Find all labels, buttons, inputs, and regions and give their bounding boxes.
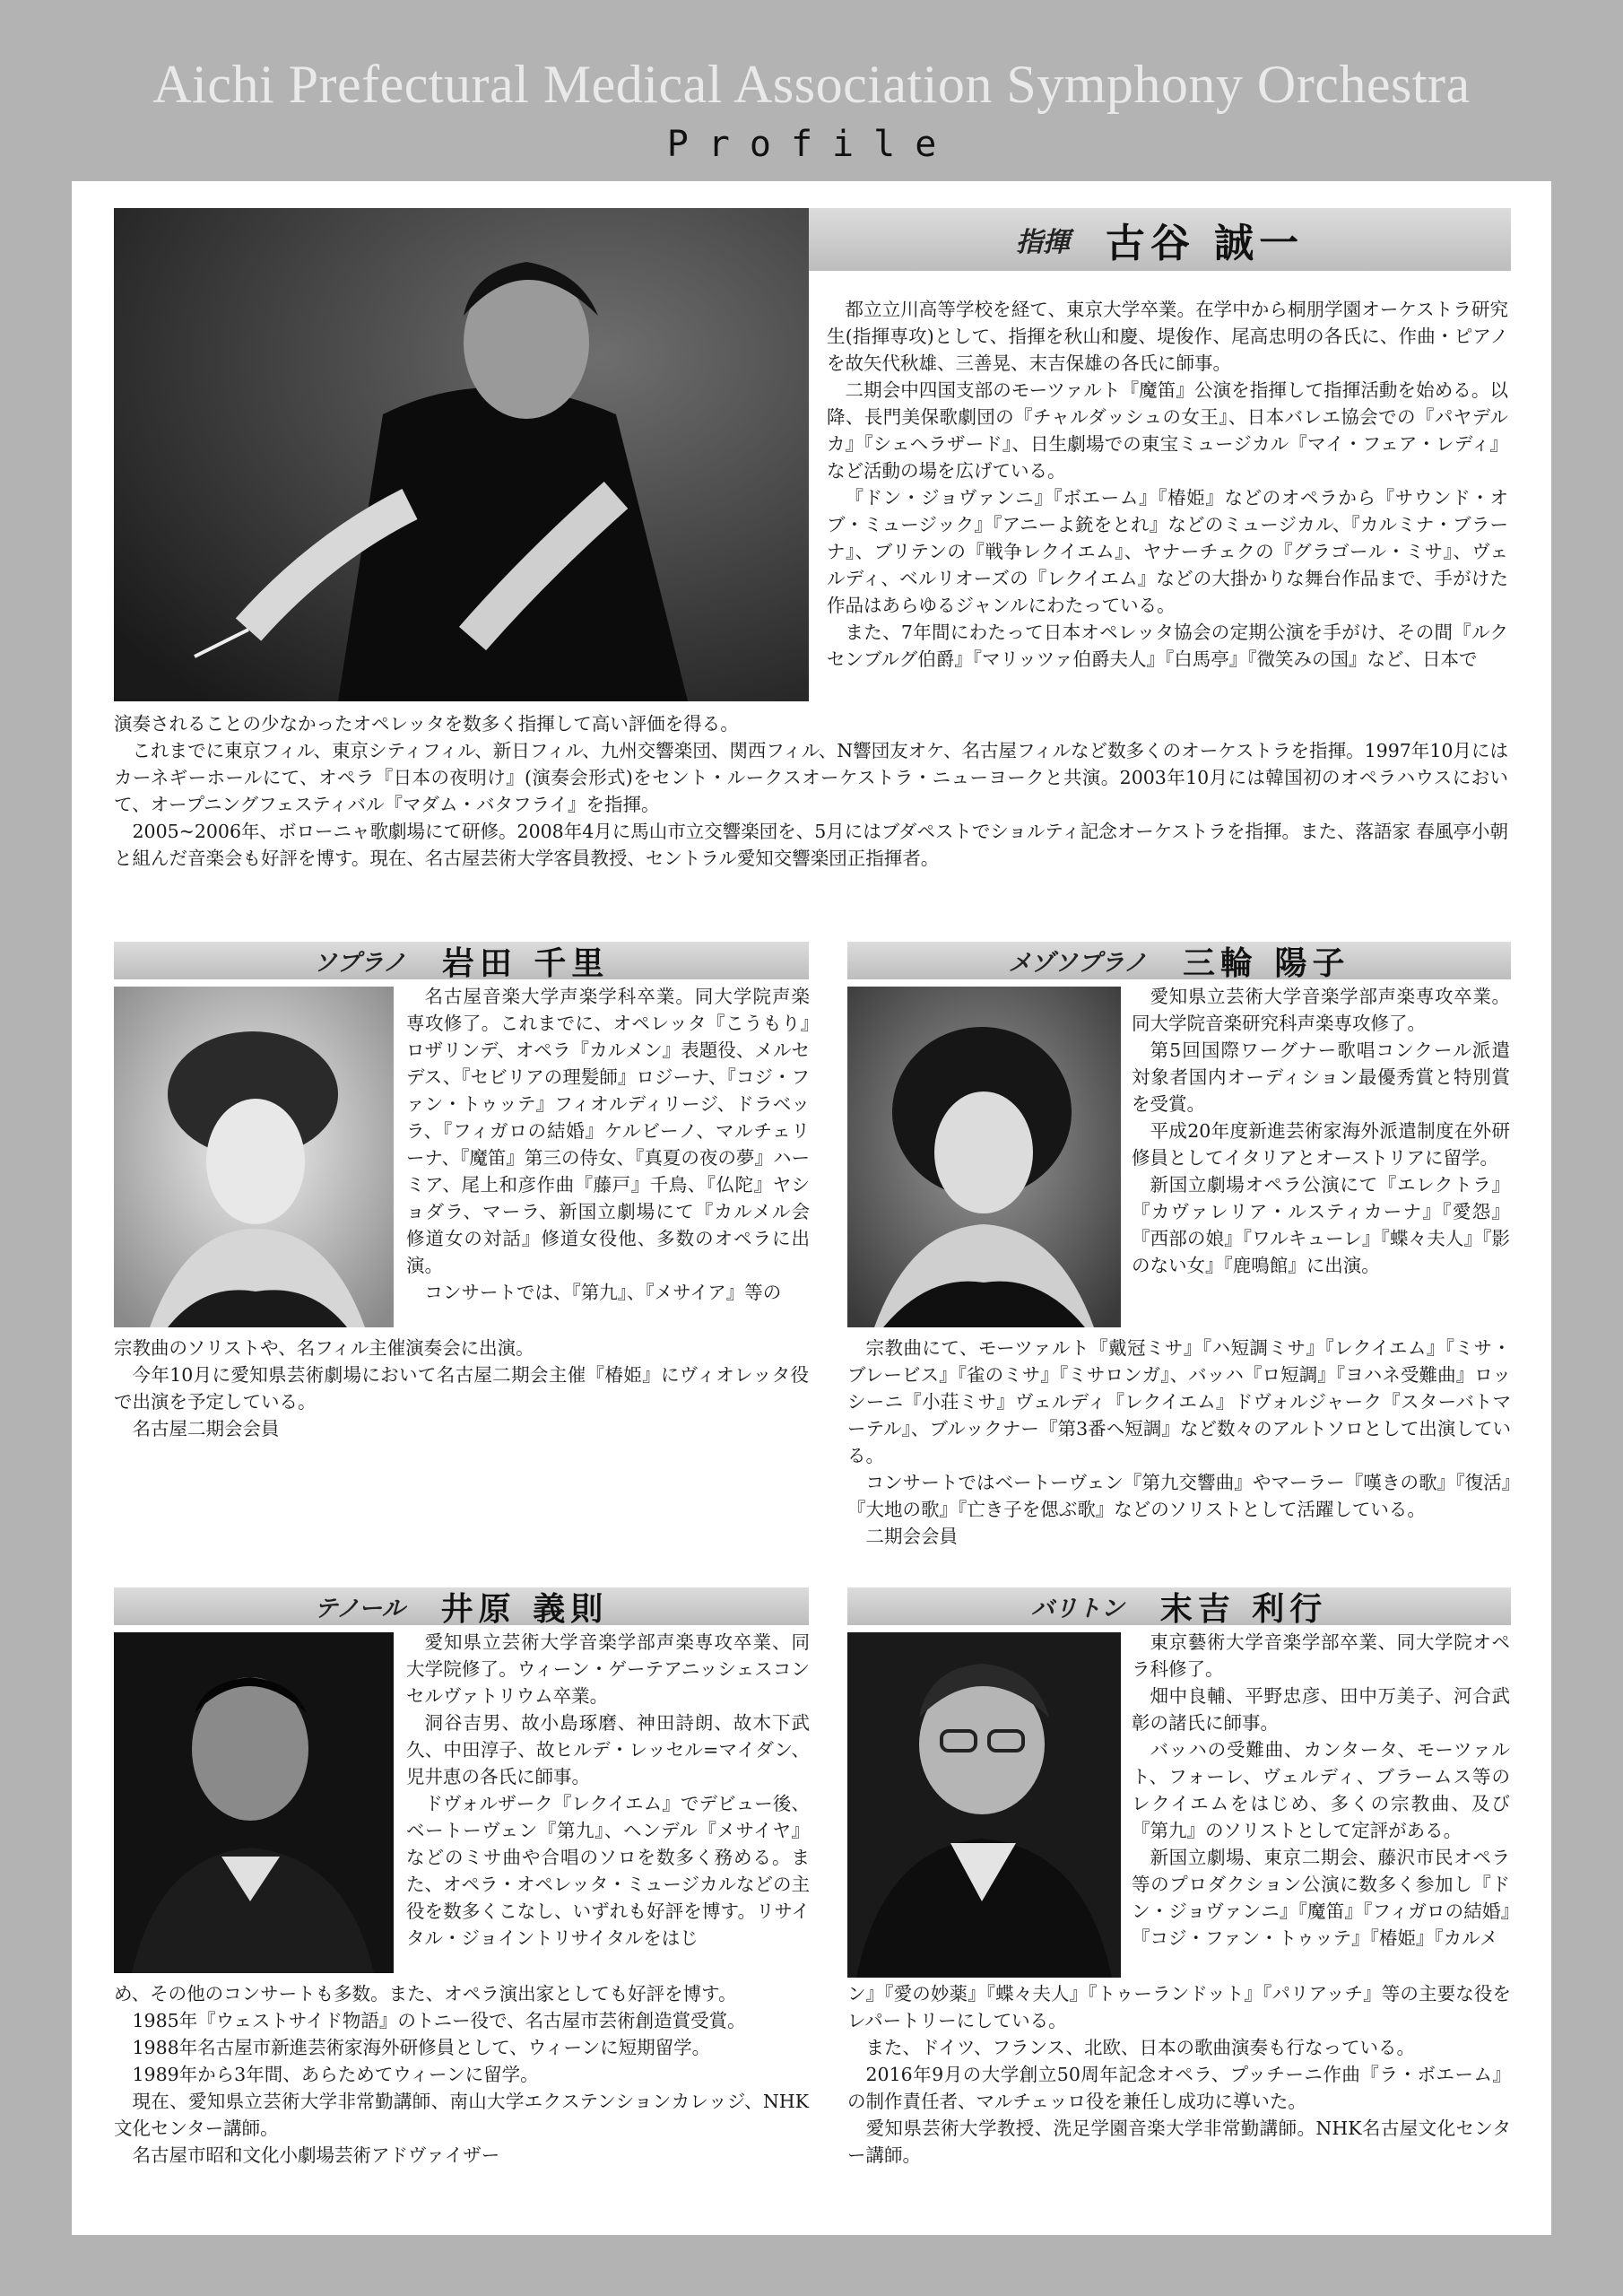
soprano-para: 宗教曲のソリストや、名フィル主催演奏会に出演。: [114, 1337, 534, 1359]
profile-heading: Profile: [666, 124, 957, 165]
profile-panel: [72, 181, 1551, 2235]
mezzo-para: コンサートではベートーヴェン『第九交響曲』やマーラー『嘆きの歌』『復活』『大地の歌』『亡き子を偲ぶ歌』などのソリストとして活躍している。: [847, 1472, 1511, 1520]
soprano-para: 今年10月に愛知県芸術劇場において名古屋二期会主催『椿姫』にヴィオレッタ役で出演を予定している。: [114, 1364, 809, 1413]
soprano-role: ソプラノ: [313, 949, 406, 977]
tenor-para: め、その他のコンサートも多数。また、オペラ演出家としても好評を博す。: [114, 1983, 737, 2005]
soprano-name: 岩田 千里: [441, 944, 610, 982]
mezzo-bio-side: [1132, 983, 1510, 1333]
conductor-photo: [114, 208, 809, 701]
baritone-para: 新国立劇場、東京二期会、藤沢市民オペラ等のプロダクション公演に数多く参加し『ドン・ジョヴァンニ』『魔笛』『フィガロの結婚』『コジ・ファン・トゥッテ』『椿姫』『カルメ: [1132, 1847, 1510, 1949]
tenor-role: テノール: [314, 1595, 405, 1622]
tenor-para: 名古屋市昭和文化小劇場芸術アドヴァイザー: [132, 2144, 500, 2166]
baritone-name: 末吉 利行: [1159, 1589, 1328, 1628]
conductor-para: また、7年間にわたって日本オペレッタ協会の定期公演を手がけ、その間『ルクセンブルグ伯爵』『マリッツァ伯爵夫人』『白馬亭』『微笑みの国』など、日本で: [827, 622, 1508, 670]
conductor-para: 都立立川高等学校を経て、東京大学卒業。在学中から桐朋学園オーケストラ研究生(指揮専攻)として、指揮を秋山和慶、堤俊作、尾高忠明の各氏に、作曲・ピアノを故矢代秋雄、三善晃、末吉保雄の各氏に師事。: [827, 299, 1508, 374]
soprano-bio-side: [406, 983, 810, 1333]
conductor-para: 演奏されることの少なかったオペレッタを数多く指揮して高い評価を得る。: [114, 713, 739, 735]
mezzo-role: メゾソプラノ: [1008, 949, 1147, 977]
soprano-para: 名古屋二期会会員: [132, 1418, 280, 1439]
tenor-para: 1985年『ウェストサイド物語』のトニー役で、名古屋市芸術創造賞受賞。: [132, 2010, 746, 2031]
conductor-name-band: [809, 208, 1511, 271]
mezzo-photo: [847, 987, 1121, 1327]
tenor-name-band: [114, 1587, 809, 1628]
conductor-para: 2005~2006年、ボローニャ歌劇場にて研修。2008年4月に馬山市立交響楽団を、5月にはブダペストでショルティ記念オーケストラを指揮。また、落語家 春風亭小朝と組んだ音楽会も好評を博す。現在、名古屋芸術大学客員教授、セントラル愛知交響楽団正指揮者。: [114, 821, 1508, 869]
conductor-para: 『ドン・ジョヴァンニ』『ボエーム』『椿姫』などのオペラから『サウンド・オブ・ミュージック』『アニーよ銃をとれ』などのミュージカル、『カルミナ・ブラーナ』、ブリテンの『戦争レクイエム』、ヤナーチェクの『グラゴール・ミサ』、ヴェルディ、ベルリオーズの『レクイエム』などの大掛かりな舞台作品まで、手がけた作品はあらゆるジャンルにわたっている。: [827, 487, 1508, 616]
tenor-para: 愛知県立芸術大学音楽学部声楽専攻卒業、同大学院修了。ウィーン・ゲーテアニッシェスコンセルヴァトリウム卒業。: [406, 1631, 810, 1707]
mezzo-name-band: [847, 942, 1511, 982]
mezzo-bio-full: [847, 1335, 1511, 1550]
conductor-bio-full: [114, 710, 1508, 872]
mezzo-para: 二期会会員: [865, 1526, 958, 1547]
conductor-name: 古谷 誠一: [1105, 221, 1305, 266]
baritone-para: 東京藝術大学音楽学部卒業、同大学院オペラ科修了。: [1132, 1631, 1510, 1680]
mezzo-para: 平成20年度新進芸術家海外派遣制度在外研修員としてイタリアとオーストリアに留学。: [1132, 1120, 1510, 1169]
tenor-bio-side: [406, 1629, 810, 1979]
tenor-para: 1988年名古屋市新進芸術家海外研修員として、ウィーンに短期留学。: [132, 2037, 711, 2058]
mezzo-para: 宗教曲にて、モーツァルト『戴冠ミサ』『ハ短調ミサ』『レクイエム』『ミサ・ブレービス』『雀のミサ』『ミサロンガ』、バッハ『ロ短調』『ヨハネ受難曲』ロッシーニ『小荘ミサ』ヴェルディ『レクイエム』ドヴォルジャーク『スターバトマーテル』、ブルックナー『第3番ヘ短調』など数々のアルトソロとして出演している。: [847, 1337, 1511, 1466]
baritone-para: ン』『愛の妙薬』『蝶々夫人』『トゥーランドット』『パリアッチ』等の主要な役をレパートリーにしている。: [847, 1983, 1511, 2031]
tenor-photo: [114, 1632, 394, 1973]
orchestra-title: Aichi Prefectural Medical Association Symphony Orchestra: [152, 55, 1471, 114]
soprano-para: コンサートでは、『第九』、『メサイア』等の: [424, 1282, 782, 1303]
tenor-para: 洞谷吉男、故小島琢磨、神田詩朗、故木下武久、中田淳子、故ヒルデ・レッセル=マイダン、児井恵の各氏に師事。: [406, 1712, 810, 1787]
conductor-para: これまでに東京フィル、東京シティフィル、新日フィル、九州交響楽団、関西フィル、N響団友オケ、名古屋フィルなど数多くのオーケストラを指揮。1997年10月にはカーネギーホールにて、オペラ『日本の夜明け』(演奏会形式)をセント・ルークスオーケストラ・ニューヨークと共演。2003年10月には韓国初のオペラハウスにおいて、オープニングフェスティバル『マダム・バタフライ』を指揮。: [114, 740, 1508, 815]
baritone-bio-full: [847, 1980, 1511, 2169]
soprano-name-band: [114, 942, 809, 982]
baritone-name-band: [847, 1587, 1511, 1628]
tenor-name: 井原 義則: [440, 1589, 609, 1628]
conductor-bio-side: [827, 296, 1508, 700]
soprano-bio-full: [114, 1335, 809, 1442]
tenor-para: ドヴォルザーク『レクイエム』でデビュー後、ベートーヴェン『第九』、ヘンデル『メサイヤ』などのミサ曲や合唱のソロを数多く務める。また、オペラ・オペレッタ・ミュージカルなどの主役を数多くこなし、いずれも好評を博す。リサイタル・ジョイントリサイタルをはじ: [406, 1793, 810, 1949]
conductor-role: 指揮: [1015, 227, 1070, 258]
mezzo-para: 第5回国際ワーグナー歌唱コンクール派遣対象者国内オーディション最優秀賞と特別賞を受賞。: [1132, 1039, 1510, 1115]
mezzo-name: 三輪 陽子: [1182, 944, 1350, 982]
tenor-para: 現在、愛知県立芸術大学非常勤講師、南山大学エクステンションカレッジ、NHK文化センター講師。: [114, 2091, 809, 2139]
soprano-para: 名古屋音楽大学声楽学科卒業。同大学院声楽専攻修了。これまでに、オペレッタ『こうもり』ロザリンデ、オペラ『カルメン』表題役、メルセデス、『セビリアの理髪師』ロジーナ、『コジ・ファン・トゥッテ』フィオルディリージ、ドラベッラ、『フィガロの結婚』ケルビーノ、マルチェリーナ、『魔笛』第三の侍女、『真夏の夜の夢』ハーミア、尾上和彦作曲『藤戸』千鳥、『仏陀』ヤショダラ、マーラ、新国立劇場にて『カルメル会 修道女の対話』修道女役他、多数のオペラに出演。: [406, 986, 810, 1276]
soprano-photo: [114, 987, 394, 1327]
mezzo-para: 新国立劇場オペラ公演にて『エレクトラ』『カヴァレリア・ルスティカーナ』『愛怨』『西部の娘』『ワルキューレ』『蝶々夫人』『影のない女』『鹿鳴館』に出演。: [1132, 1174, 1510, 1276]
baritone-para: 愛知県芸術大学教授、洗足学園音楽大学非常勤講師。NHK名古屋文化センター講師。: [847, 2118, 1511, 2166]
tenor-para: 1989年から3年間、あらためてウィーンに留学。: [132, 2064, 539, 2085]
baritone-para: 2016年9月の大学創立50周年記念オペラ、プッチーニ作曲『ラ・ボエーム』の制作責任者、マルチェッロ役を兼任し成功に導いた。: [847, 2064, 1511, 2112]
conductor-para: 二期会中四国支部のモーツァルト『魔笛』公演を指揮して指揮活動を始める。以降、長門美保歌劇団の『チャルダッシュの女王』、日本バレエ協会での『パヤデルカ』『シェヘラザード』、日生劇場での東宝ミュージカル『マイ・フェア・レディ』など活動の場を広げている。: [827, 379, 1508, 482]
baritone-para: 畑中良輔、平野忠彦、田中万美子、河合武彰の諸氏に師事。: [1132, 1685, 1510, 1734]
baritone-para: バッハの受難曲、カンタータ、モーツァルト、フォーレ、ヴェルディ、ブラームス等のレクイエムをはじめ、多くの宗教曲、及び『第九』のソリストとして定評がある。: [1132, 1739, 1510, 1841]
baritone-role: バリトン: [1030, 1595, 1124, 1622]
baritone-bio-side: [1132, 1629, 1510, 1983]
baritone-para: また、ドイツ、フランス、北欧、日本の歌曲演奏も行なっている。: [865, 2037, 1416, 2058]
baritone-photo: [847, 1632, 1121, 1978]
tenor-bio-full: [114, 1980, 809, 2169]
mezzo-para: 愛知県立芸術大学音楽学部声楽専攻卒業。同大学院音楽研究科声楽専攻修了。: [1132, 986, 1510, 1034]
